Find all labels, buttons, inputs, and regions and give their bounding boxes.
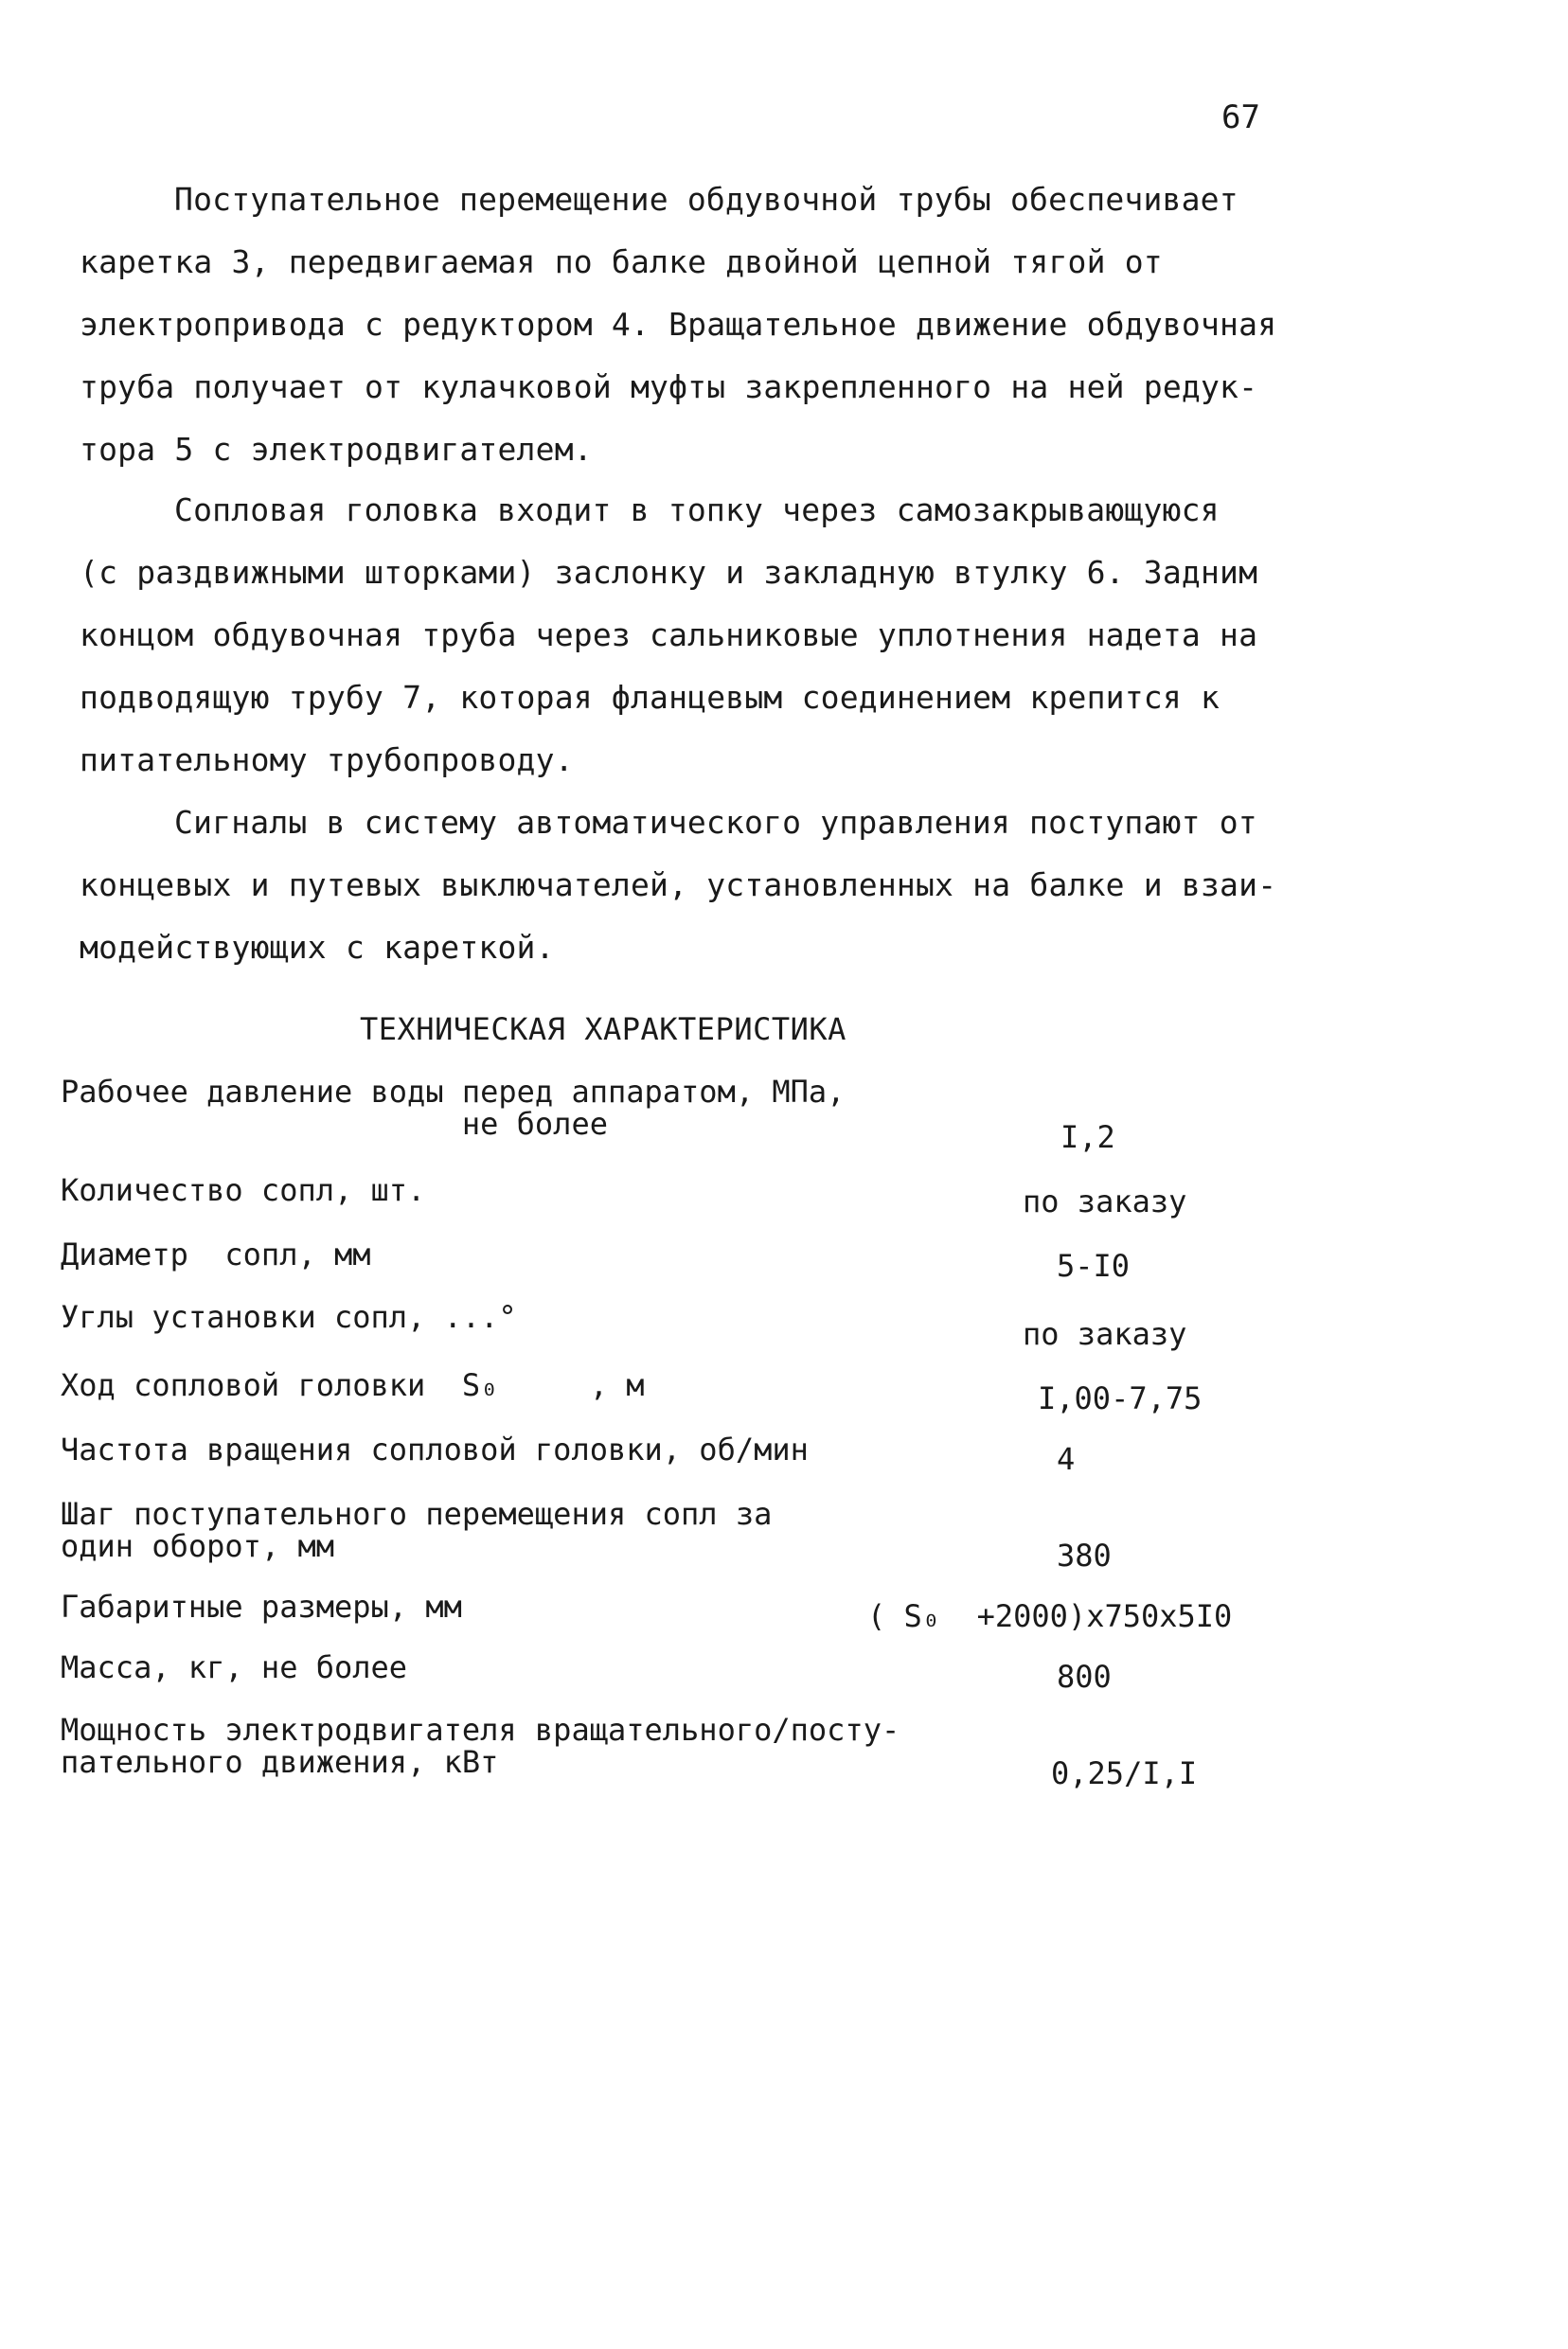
text-line: каретка 3, передвигаемая по балке двойной цепной тягой от [80, 243, 1163, 280]
spec-label [61, 1076, 845, 1140]
spec-value: 5-I0 [1057, 1248, 1131, 1284]
spec-label-line: Частота вращения сопловой головки, об/мин [61, 1432, 809, 1468]
spec-value: 4 [1057, 1441, 1076, 1477]
text-line: тора 5 с электродвигателем. [80, 431, 593, 468]
spec-value: I,00-7,75 [1038, 1380, 1203, 1416]
spec-label [61, 1498, 772, 1562]
spec-label [61, 1651, 407, 1683]
paragraph-2 [80, 479, 1310, 792]
text-line: (с раздвижными шторками) заслонку и закладную втулку 6. Задним [80, 554, 1258, 591]
spec-label [61, 1301, 517, 1333]
spec-label-line: не более [61, 1106, 608, 1142]
text-line: подводящую трубу 7, которая фланцевым соединением крепится к [80, 679, 1221, 716]
spec-label-line: Мощность электродвигателя вращательного/посту- [61, 1712, 900, 1748]
spec-value: по заказу [1023, 1316, 1187, 1352]
spec-label [61, 1174, 425, 1206]
paragraph-1 [80, 169, 1310, 481]
spec-label-line: Масса, кг, не более [61, 1649, 408, 1685]
text-line: Сопловая головка входит в топку через самозакрывающуюся [174, 491, 1220, 528]
spec-value: 800 [1057, 1659, 1112, 1695]
text-line: электропривода с редуктором 4. Вращательное движение обдувочная [80, 306, 1277, 343]
spec-label-line: Габаритные размеры, мм [61, 1589, 462, 1625]
spec-label-line: Диаметр сопл, мм [61, 1237, 371, 1272]
spec-label-line: Рабочее давление воды перед аппаратом, МПа, [61, 1074, 846, 1110]
text-line: концом обдувочная труба через сальниковые уплотнения надета на [80, 616, 1258, 653]
text-line: концевых и путевых выключателей, установленных на балке и взаи- [80, 866, 1277, 903]
spec-label [61, 1714, 900, 1778]
spec-value: ( S₀ +2000)x750x5I0 [867, 1598, 1233, 1634]
spec-label-line: Углы установки сопл, ...° [61, 1299, 517, 1335]
text-line: питательному трубопроводу. [80, 741, 574, 778]
spec-value: I,2 [1060, 1119, 1115, 1155]
paragraph-3 [80, 792, 1310, 979]
spec-value: 380 [1057, 1538, 1112, 1574]
text-line: Поступательное перемещение обдувочной трубы обеспечивает [174, 181, 1238, 218]
spec-label [61, 1369, 645, 1401]
spec-label [61, 1433, 809, 1466]
spec-label [61, 1238, 371, 1271]
text-line: Сигналы в систему автоматического управления поступают от [174, 804, 1257, 841]
spec-label-line: Количество сопл, шт. [61, 1172, 426, 1208]
text-line: модействующих с кареткой. [80, 929, 555, 966]
spec-label-line: пательного движения, кВт [61, 1744, 499, 1780]
spec-value: 0,25/I,I [1051, 1755, 1198, 1791]
spec-label-line: Ход сопловой головки S₀ , м [61, 1367, 645, 1403]
spec-label-line: один оборот, мм [61, 1528, 334, 1564]
spec-label [61, 1591, 462, 1623]
section-title: ТЕХНИЧЕСКАЯ ХАРАКТЕРИСТИКА [360, 1011, 846, 1047]
text-line: труба получает от кулачковой муфты закрепленного на ней редук- [80, 368, 1258, 405]
page-number: 67 [1221, 98, 1260, 136]
spec-label-line: Шаг поступательного перемещения сопл за [61, 1496, 773, 1532]
spec-value: по заказу [1023, 1183, 1187, 1219]
